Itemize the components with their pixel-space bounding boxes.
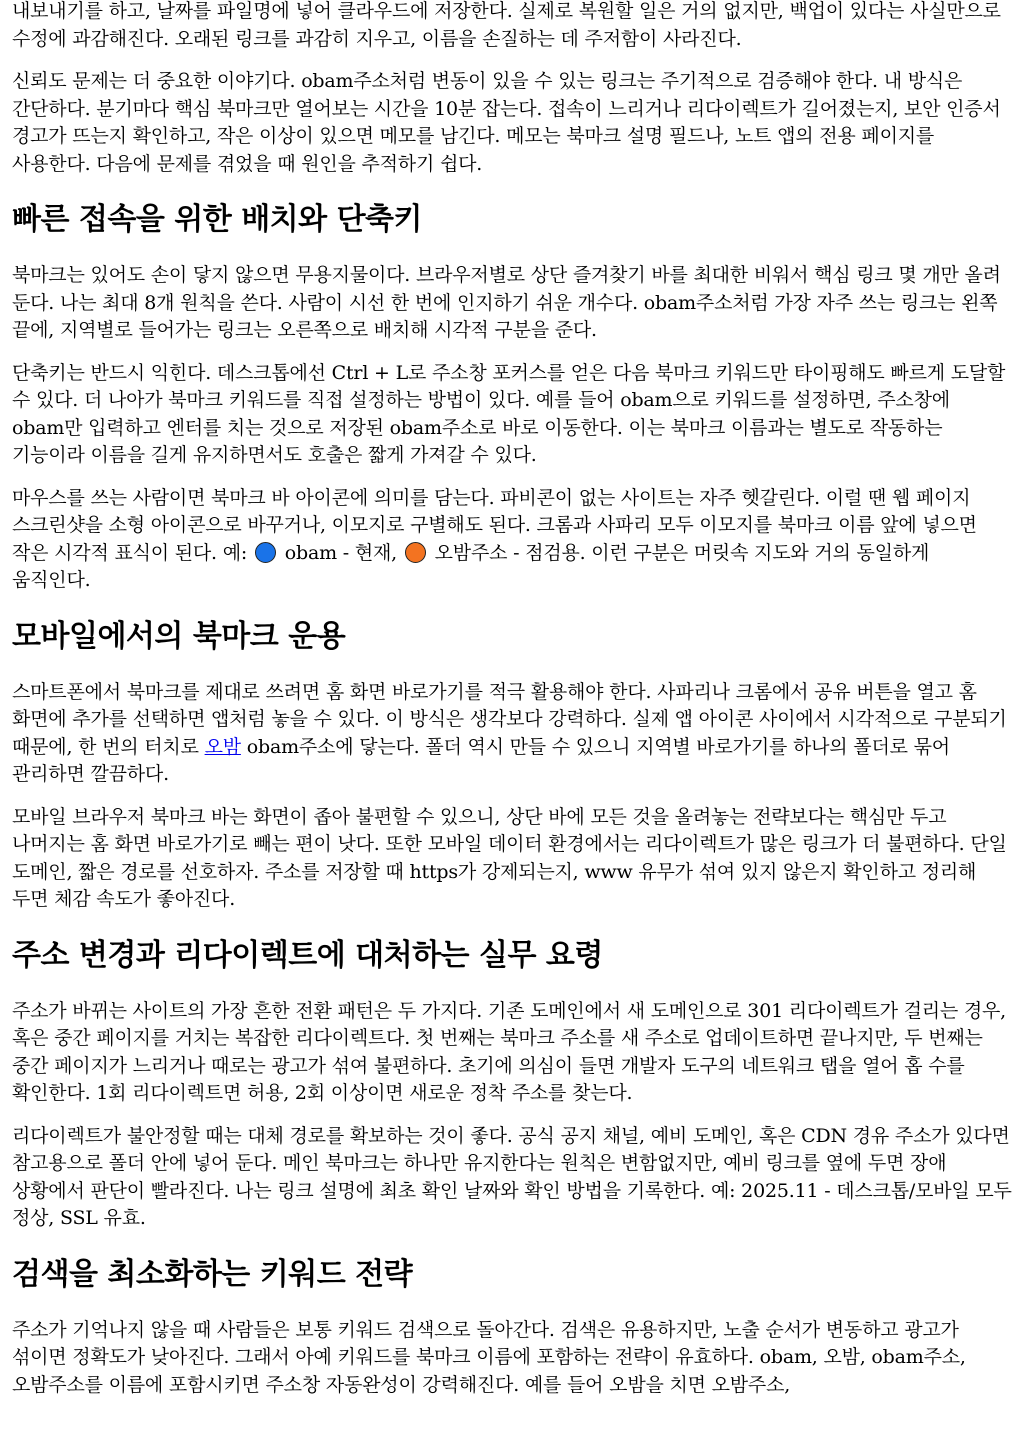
orange-circle-icon <box>405 542 426 563</box>
paragraph-mobile-bar: 모바일 브라우저 북마크 바는 화면이 좁아 불편할 수 있으니, 상단 바에 모든 것을 올려놓는 전략보다는 핵심만 두고 나머지는 홈 화면 바로가기로 빼는 편이 낫다. 또한 모바일 데이터 환경에서는 리다이렉트가 많은 링크가 더 불편하다. 단일 도메인, 짧은 경로를 선호하자. 주소를 저장할 때 https가 강제되는지, www 유무가 섞여 있지 않은지 확인하고 정리해 두면 체감 속도가 좋아진다. <box>12 805 1007 910</box>
home-shortcut-text-after: obam주소에 닿는다. 폴더 역시 만들 수 있으니 지역별 바로가기를 하나의 폴더로 묶어 관리하면 깔끔하다. <box>12 735 950 785</box>
paragraph-reliability: 신뢰도 문제는 더 중요한 이야기다. obam주소처럼 변동이 있을 수 있는 링크는 주기적으로 검증해야 한다. 내 방식은 간단하다. 분기마다 핵심 북마크만 열어보는 시간을 10분 잡는다. 접속이 느리거나 리다이렉트가 길어졌는지, 보안 인증서 경고가 뜨는지 확인하고, 작은 이상이 있으면 메모를 남긴다. 메모는 북마크 설명 필드나, 노트 앱의 전용 페이지를 사용한다. 다음에 문제를 겪었을 때 원인을 추적하기 쉽다. <box>12 70 1001 175</box>
paragraph-home-shortcut <box>12 679 1012 789</box>
paragraph-icons <box>12 485 1012 595</box>
obam-link[interactable]: 오밤 <box>204 735 241 758</box>
icons-text-after: 오밤주소 - 점검용. 이런 구분은 머릿속 지도와 거의 동일하게 움직인다. <box>12 541 930 591</box>
heading-keywords: 검색을 최소화하는 키워드 전략 <box>12 1256 413 1292</box>
paragraph-shortcuts: 단축키는 반드시 익힌다. 데스크톱에선 Ctrl + L로 주소창 포커스를 얻은 다음 북마크 키워드만 타이핑해도 빠르게 도달할 수 있다. 더 나아가 북마크 키워드를 직접 설정하는 방법이 있다. 예를 들어 obam으로 키워드를 설정하면, 주소창에 obam만 입력하고 엔터를 치는 것으로 저장된 obam주소로 바로 이동한다. 이는 북마크 이름과는 별도로 작동하는 기능이라 이름을 길게 유지하면서도 호출은 짧게 가져갈 수 있다. <box>12 361 1006 466</box>
home-shortcut-text-before: 스마트폰에서 북마크를 제대로 쓰려면 홈 화면 바로가기를 적극 활용해야 한다. 사파리나 크롬에서 공유 버튼을 열고 홈 화면에 추가를 선택하면 앱처럼 놓을 수 있다. 이 방식은 생각보다 강력하다. 실제 앱 아이콘 사이에서 시각적으로 구분되기 때문에, 한 번의 터치로 <box>12 680 1007 758</box>
paragraph-redirect-patterns: 주소가 바뀌는 사이트의 가장 흔한 전환 패턴은 두 가지다. 기존 도메인에서 새 도메인으로 301 리다이렉트가 걸리는 경우, 혹은 중간 페이지를 거치는 복잡한 리다이렉트다. 첫 번째는 북마크 주소를 새 주소로 업데이트하면 끝나지만, 두 번째는 중간 페이지가 느리거나 때로는 광고가 섞여 불편하다. 초기에 의심이 들면 개발자 도구의 네트워크 탭을 열어 홉 수를 확인한다. 1회 리다이렉트면 허용, 2회 이상이면 새로운 정착 주소를 찾는다. <box>12 999 1007 1104</box>
heading-mobile: 모바일에서의 북마크 운용 <box>12 618 346 654</box>
icons-text-before: 마우스를 쓰는 사람이면 북마크 바 아이콘에 의미를 담는다. 파비콘이 없는 사이트는 자주 헷갈린다. 이럴 땐 웹 페이지 스크린샷을 소형 아이콘으로 바꾸거나, 이모지로 구별해도 된다. 크롬과 사파리 모두 이모지를 북마크 이름 앞에 넣으면 작은 시각적 표식이 된다. 예: <box>12 486 977 564</box>
icons-text-mid: obam - 현재, <box>278 541 403 564</box>
paragraph-keyword-strategy: 주소가 기억나지 않을 때 사람들은 보통 키워드 검색으로 돌아간다. 검색은 유용하지만, 노출 순서가 변동하고 광고가 섞이면 정확도가 낮아진다. 그래서 아예 키워드를 북마크 이름에 포함하는 전략이 유효하다. obam, 오밤, obam주소, 오밤주소를 이름에 포함시키면 주소창 자동완성이 강력해진다. 예를 들어 오밤을 치면 오밤주소, <box>12 1318 966 1396</box>
paragraph-backup: 내보내기를 하고, 날짜를 파일명에 넣어 클라우드에 저장한다. 실제로 복원할 일은 거의 없지만, 백업이 있다는 사실만으로 수정에 과감해진다. 오래된 링크를 과감히 지우고, 이름을 손질하는 데 주저함이 사라진다. <box>12 0 1001 50</box>
paragraph-bookmark-bar: 북마크는 있어도 손이 닿지 않으면 무용지물이다. 브라우저별로 상단 즐겨찾기 바를 최대한 비워서 핵심 링크 몇 개만 올려 둔다. 나는 최대 8개 원칙을 쓴다. 사람이 시선 한 번에 인지하기 쉬운 개수다. obam주소처럼 가장 자주 쓰는 링크는 왼쪽 끝에, 지역별로 들어가는 링크는 오른쪽으로 배치해 시각적 구분을 준다. <box>12 264 1001 341</box>
heading-redirects: 주소 변경과 리다이렉트에 대처하는 실무 요령 <box>12 937 603 973</box>
paragraph-fallback-routes: 리다이렉트가 불안정할 때는 대체 경로를 확보하는 것이 좋다. 공식 공지 채널, 예비 도메인, 혹은 CDN 경유 주소가 있다면 참고용으로 폴더 안에 넣어 둔다. 메인 북마크는 하나만 유지한다는 원칙은 변함없지만, 예비 링크를 옆에 두면 장애 상황에서 판단이 빨라진다. 나는 링크 설명에 최초 확인 날짜와 확인 방법을 기록한다. 예: 2025.11 - 데스크톱/모바일 모두 정상, SSL 유효. <box>12 1124 1012 1229</box>
heading-fast-access: 빠른 접속을 위한 배치와 단축키 <box>12 202 423 237</box>
blue-circle-icon <box>255 542 276 563</box>
